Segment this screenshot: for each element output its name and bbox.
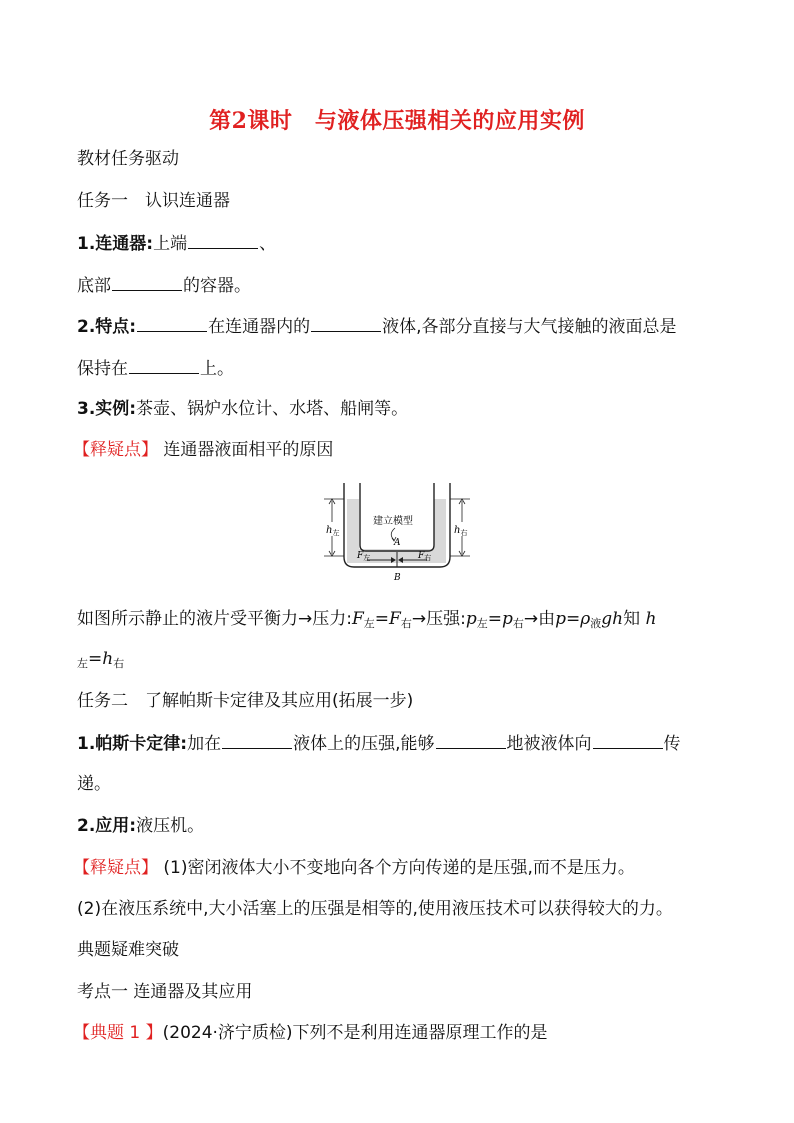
example-tag: 【典题 1 】 bbox=[73, 1023, 163, 1043]
t2-item1-d: 传 bbox=[663, 734, 681, 754]
note-text: 连通器液面相平的原因 bbox=[163, 440, 334, 460]
sub-right: 右 bbox=[113, 657, 125, 670]
point-a-label: A bbox=[394, 538, 401, 548]
f-right-label: $F_右$ bbox=[418, 551, 432, 562]
t1-item3-label: 3.实例: bbox=[77, 399, 137, 419]
t1-item1b-post: 的容器。 bbox=[183, 276, 251, 296]
page-title bbox=[0, 104, 794, 135]
title-prefix: 第 bbox=[209, 109, 232, 134]
t1-item2-label: 2.特点: bbox=[77, 317, 137, 337]
t2-item2-label: 2.应用: bbox=[77, 816, 137, 836]
t1-note bbox=[73, 439, 333, 461]
section-task2: 任务二 了解帕斯卡定律及其应用(拓展一步) bbox=[77, 691, 414, 711]
fill-blank[interactable] bbox=[188, 232, 258, 249]
t1-item1-sep: 、 bbox=[259, 234, 277, 254]
model-label: 建立模型 bbox=[373, 516, 413, 527]
section-textbook: 教材任务驱动 bbox=[77, 149, 179, 169]
t1-item2c-pre: 保持在 bbox=[77, 359, 128, 379]
fill-blank[interactable] bbox=[436, 732, 506, 749]
t1-item3 bbox=[77, 398, 408, 420]
t2-note2: (2)在液压系统中,大小活塞上的压强是相等的,使用液压技术可以获得较大的力。 bbox=[77, 899, 673, 919]
h-left-label: $h_左$ bbox=[326, 525, 340, 537]
eq: = bbox=[487, 609, 502, 629]
t2-item1-a: 加在 bbox=[187, 734, 222, 754]
var-h: h bbox=[645, 609, 657, 629]
var-f: F bbox=[389, 609, 401, 629]
var-f: F bbox=[351, 609, 364, 629]
fill-blank[interactable] bbox=[593, 732, 663, 749]
note-tag: 【释疑点】 bbox=[73, 440, 158, 460]
var-p: p bbox=[555, 609, 566, 629]
explain-line2 bbox=[77, 648, 124, 675]
t2-note bbox=[73, 857, 635, 879]
eq: = bbox=[88, 649, 103, 669]
t2-item2-text: 液压机。 bbox=[136, 816, 205, 836]
explain-p4: 知 bbox=[623, 609, 641, 629]
example-1 bbox=[73, 1022, 548, 1044]
h-right-label: $h_右$ bbox=[454, 525, 468, 537]
t1-item2c bbox=[77, 357, 234, 380]
t1-item1b-pre: 底部 bbox=[77, 276, 111, 296]
point-b-label: B bbox=[394, 573, 401, 583]
t2-item1-b: 液体上的压强,能够 bbox=[293, 734, 435, 754]
sub-liquid: 液 bbox=[590, 617, 602, 630]
f-left-label: $F_左$ bbox=[357, 551, 371, 562]
t2-item2 bbox=[77, 815, 204, 837]
t2-item1 bbox=[77, 732, 681, 755]
t2-item1e: 递。 bbox=[77, 774, 111, 794]
var-p: p bbox=[501, 609, 513, 629]
sub-left: 左 bbox=[476, 617, 488, 630]
sub-left: 左 bbox=[77, 657, 88, 670]
var-rho: ρ bbox=[580, 609, 591, 629]
title-number: 2 bbox=[231, 108, 248, 134]
explain-line bbox=[77, 608, 656, 635]
fill-blank[interactable] bbox=[137, 315, 207, 332]
t2-item1-c: 地被液体向 bbox=[506, 734, 592, 754]
t1-item2 bbox=[77, 315, 677, 338]
fill-blank[interactable] bbox=[129, 357, 199, 374]
var-h: h bbox=[102, 649, 114, 669]
explain-p1: 如图所示静止的液片受平衡力→压力: bbox=[77, 609, 352, 629]
t1-item1 bbox=[77, 232, 276, 255]
sub-right: 右 bbox=[512, 617, 524, 630]
t1-item2c-post: 上。 bbox=[200, 359, 234, 379]
title-text: 课时 与液体压强相关的应用实例 bbox=[247, 109, 585, 134]
section-point1: 考点一 连通器及其应用 bbox=[77, 982, 253, 1002]
t1-item2-a: 在连通器内的 bbox=[208, 317, 311, 337]
sub-right: 右 bbox=[400, 617, 412, 630]
fill-blank[interactable] bbox=[222, 732, 292, 749]
fill-blank[interactable] bbox=[311, 315, 381, 332]
example-text: (2024·济宁质检)下列不是利用连通器原理工作的是 bbox=[162, 1023, 548, 1043]
fill-blank[interactable] bbox=[112, 274, 182, 291]
section-task1: 任务一 认识连通器 bbox=[77, 191, 230, 211]
t2-item1-label: 1.帕斯卡定律: bbox=[77, 734, 188, 754]
eq: = bbox=[374, 609, 390, 629]
explain-p3: →由 bbox=[523, 609, 556, 629]
note-text-1: (1)密闭液体大小不变地向各个方向传递的是压强,而不是压力。 bbox=[163, 858, 635, 878]
eq: = bbox=[565, 609, 581, 629]
t1-item2-b: 液体,各部分直接与大气接触的液面总是 bbox=[382, 317, 677, 337]
t1-item1-text: 上端 bbox=[153, 234, 188, 254]
connected-vessel-diagram bbox=[322, 479, 472, 585]
t1-item1b bbox=[77, 274, 251, 297]
var-p: p bbox=[465, 609, 477, 629]
note-tag: 【释疑点】 bbox=[73, 858, 158, 878]
t1-item1-label: 1.连通器: bbox=[77, 234, 154, 254]
t1-item3-text: 茶壶、锅炉水位计、水塔、船闸等。 bbox=[136, 399, 409, 419]
sub-left: 左 bbox=[363, 617, 375, 630]
explain-p2: →压强: bbox=[411, 609, 466, 629]
section-difficulty: 典题疑难突破 bbox=[77, 940, 179, 960]
var-gh: gh bbox=[601, 609, 624, 629]
